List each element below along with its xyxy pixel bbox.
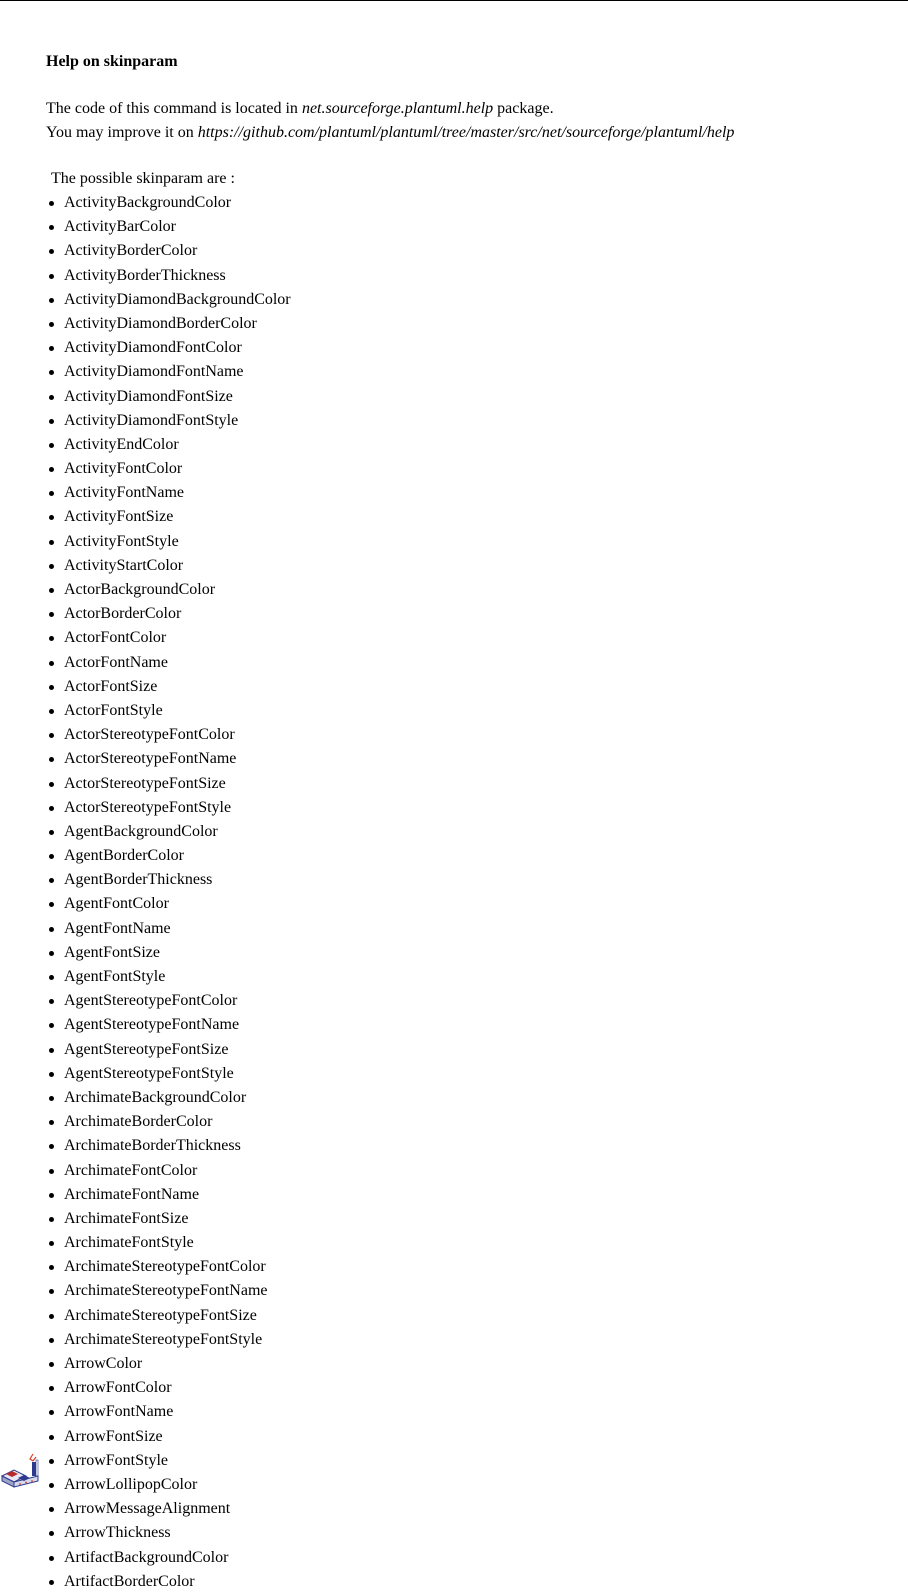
- skinparam-item: ArrowLollipopColor: [46, 1473, 896, 1497]
- skinparam-item: ArrowMessageAlignment: [46, 1497, 896, 1521]
- skinparam-item: ArchimateFontSize: [46, 1207, 896, 1231]
- skinparam-item: ActorFontColor: [46, 626, 896, 650]
- skinparam-item: ArchimateBorderThickness: [46, 1134, 896, 1158]
- info-block: [46, 97, 896, 145]
- skinparam-item: ActivityDiamondBorderColor: [46, 312, 896, 336]
- skinparam-item: AgentFontName: [46, 917, 896, 941]
- skinparam-item: ActorStereotypeFontColor: [46, 723, 896, 747]
- package-name: net.sourceforge.plantuml.help: [301, 100, 494, 117]
- skinparam-item: ArtifactBorderColor: [46, 1570, 896, 1594]
- skinparam-item: ArchimateBorderColor: [46, 1110, 896, 1134]
- top-border-line: [0, 0, 908, 1]
- package-location-line: [46, 97, 896, 121]
- skinparam-item: ArrowFontName: [46, 1400, 896, 1424]
- skinparam-item: ActivityBackgroundColor: [46, 191, 896, 215]
- skinparam-intro: The possible skinparam are :: [51, 170, 235, 187]
- skinparam-item: ArrowFontStyle: [46, 1449, 896, 1473]
- page-title: Help on skinparam: [46, 53, 178, 70]
- skinparam-item: AgentStereotypeFontName: [46, 1013, 896, 1037]
- package-location-suffix: package.: [493, 100, 554, 117]
- skinparam-item: ActivityBorderThickness: [46, 264, 896, 288]
- skinparam-item: ActivityFontColor: [46, 457, 896, 481]
- skinparam-item: ActivityBarColor: [46, 215, 896, 239]
- skinparam-item: AgentFontStyle: [46, 965, 896, 989]
- skinparam-item: ArchimateFontStyle: [46, 1231, 896, 1255]
- skinparam-item: ArchimateBackgroundColor: [46, 1086, 896, 1110]
- skinparam-item: ArtifactBackgroundColor: [46, 1546, 896, 1570]
- skinparam-item: ActivityFontStyle: [46, 530, 896, 554]
- skinparam-item: ArrowColor: [46, 1352, 896, 1376]
- skinparam-item: AgentStereotypeFontStyle: [46, 1062, 896, 1086]
- skinparam-item: ActorStereotypeFontSize: [46, 772, 896, 796]
- skinparam-item: ActorStereotypeFontName: [46, 747, 896, 771]
- skinparam-item: ArchimateStereotypeFontName: [46, 1279, 896, 1303]
- skinparam-item: AgentBorderThickness: [46, 868, 896, 892]
- skinparam-item: ArrowFontSize: [46, 1425, 896, 1449]
- skinparam-item: ActivityDiamondBackgroundColor: [46, 288, 896, 312]
- skinparam-item: AgentStereotypeFontColor: [46, 989, 896, 1013]
- plantuml-logo-icon: [0, 1452, 40, 1488]
- skinparam-list: [46, 191, 896, 1594]
- skinparam-item: ActivityDiamondFontStyle: [46, 409, 896, 433]
- skinparam-item: ActorFontSize: [46, 675, 896, 699]
- skinparam-item: ActivityFontSize: [46, 505, 896, 529]
- skinparam-item: AgentFontColor: [46, 892, 896, 916]
- skinparam-item: ArchimateStereotypeFontColor: [46, 1255, 896, 1279]
- skinparam-item: ActivityFontName: [46, 481, 896, 505]
- skinparam-item: AgentBorderColor: [46, 844, 896, 868]
- skinparam-item: ActorBorderColor: [46, 602, 896, 626]
- github-url: https://github.com/plantuml/plantuml/tree/master/src/net/sourceforge/plantuml/help: [197, 124, 735, 141]
- skinparam-item: ActivityStartColor: [46, 554, 896, 578]
- skinparam-item: ActivityBorderColor: [46, 239, 896, 263]
- improve-prefix: You may improve it on: [46, 124, 198, 141]
- skinparam-item: ArchimateFontColor: [46, 1159, 896, 1183]
- skinparam-item: ActivityDiamondFontColor: [46, 336, 896, 360]
- skinparam-item: ArrowThickness: [46, 1521, 896, 1545]
- skinparam-item: ActorStereotypeFontStyle: [46, 796, 896, 820]
- skinparam-item: ActivityEndColor: [46, 433, 896, 457]
- skinparam-item: ActivityDiamondFontSize: [46, 385, 896, 409]
- skinparam-item: ArrowFontColor: [46, 1376, 896, 1400]
- skinparam-item: AgentFontSize: [46, 941, 896, 965]
- skinparam-item: AgentStereotypeFontSize: [46, 1038, 896, 1062]
- skinparam-item: ArchimateStereotypeFontStyle: [46, 1328, 896, 1352]
- skinparam-item: ArchimateStereotypeFontSize: [46, 1304, 896, 1328]
- package-location-prefix: The code of this command is located in: [46, 100, 302, 117]
- skinparam-item: ActorBackgroundColor: [46, 578, 896, 602]
- help-content: [46, 52, 896, 1594]
- skinparam-item: AgentBackgroundColor: [46, 820, 896, 844]
- skinparam-item: ActorFontStyle: [46, 699, 896, 723]
- skinparam-item: ArchimateFontName: [46, 1183, 896, 1207]
- improve-link-line: [46, 121, 896, 145]
- skinparam-item: ActorFontName: [46, 651, 896, 675]
- skinparam-item: ActivityDiamondFontName: [46, 360, 896, 384]
